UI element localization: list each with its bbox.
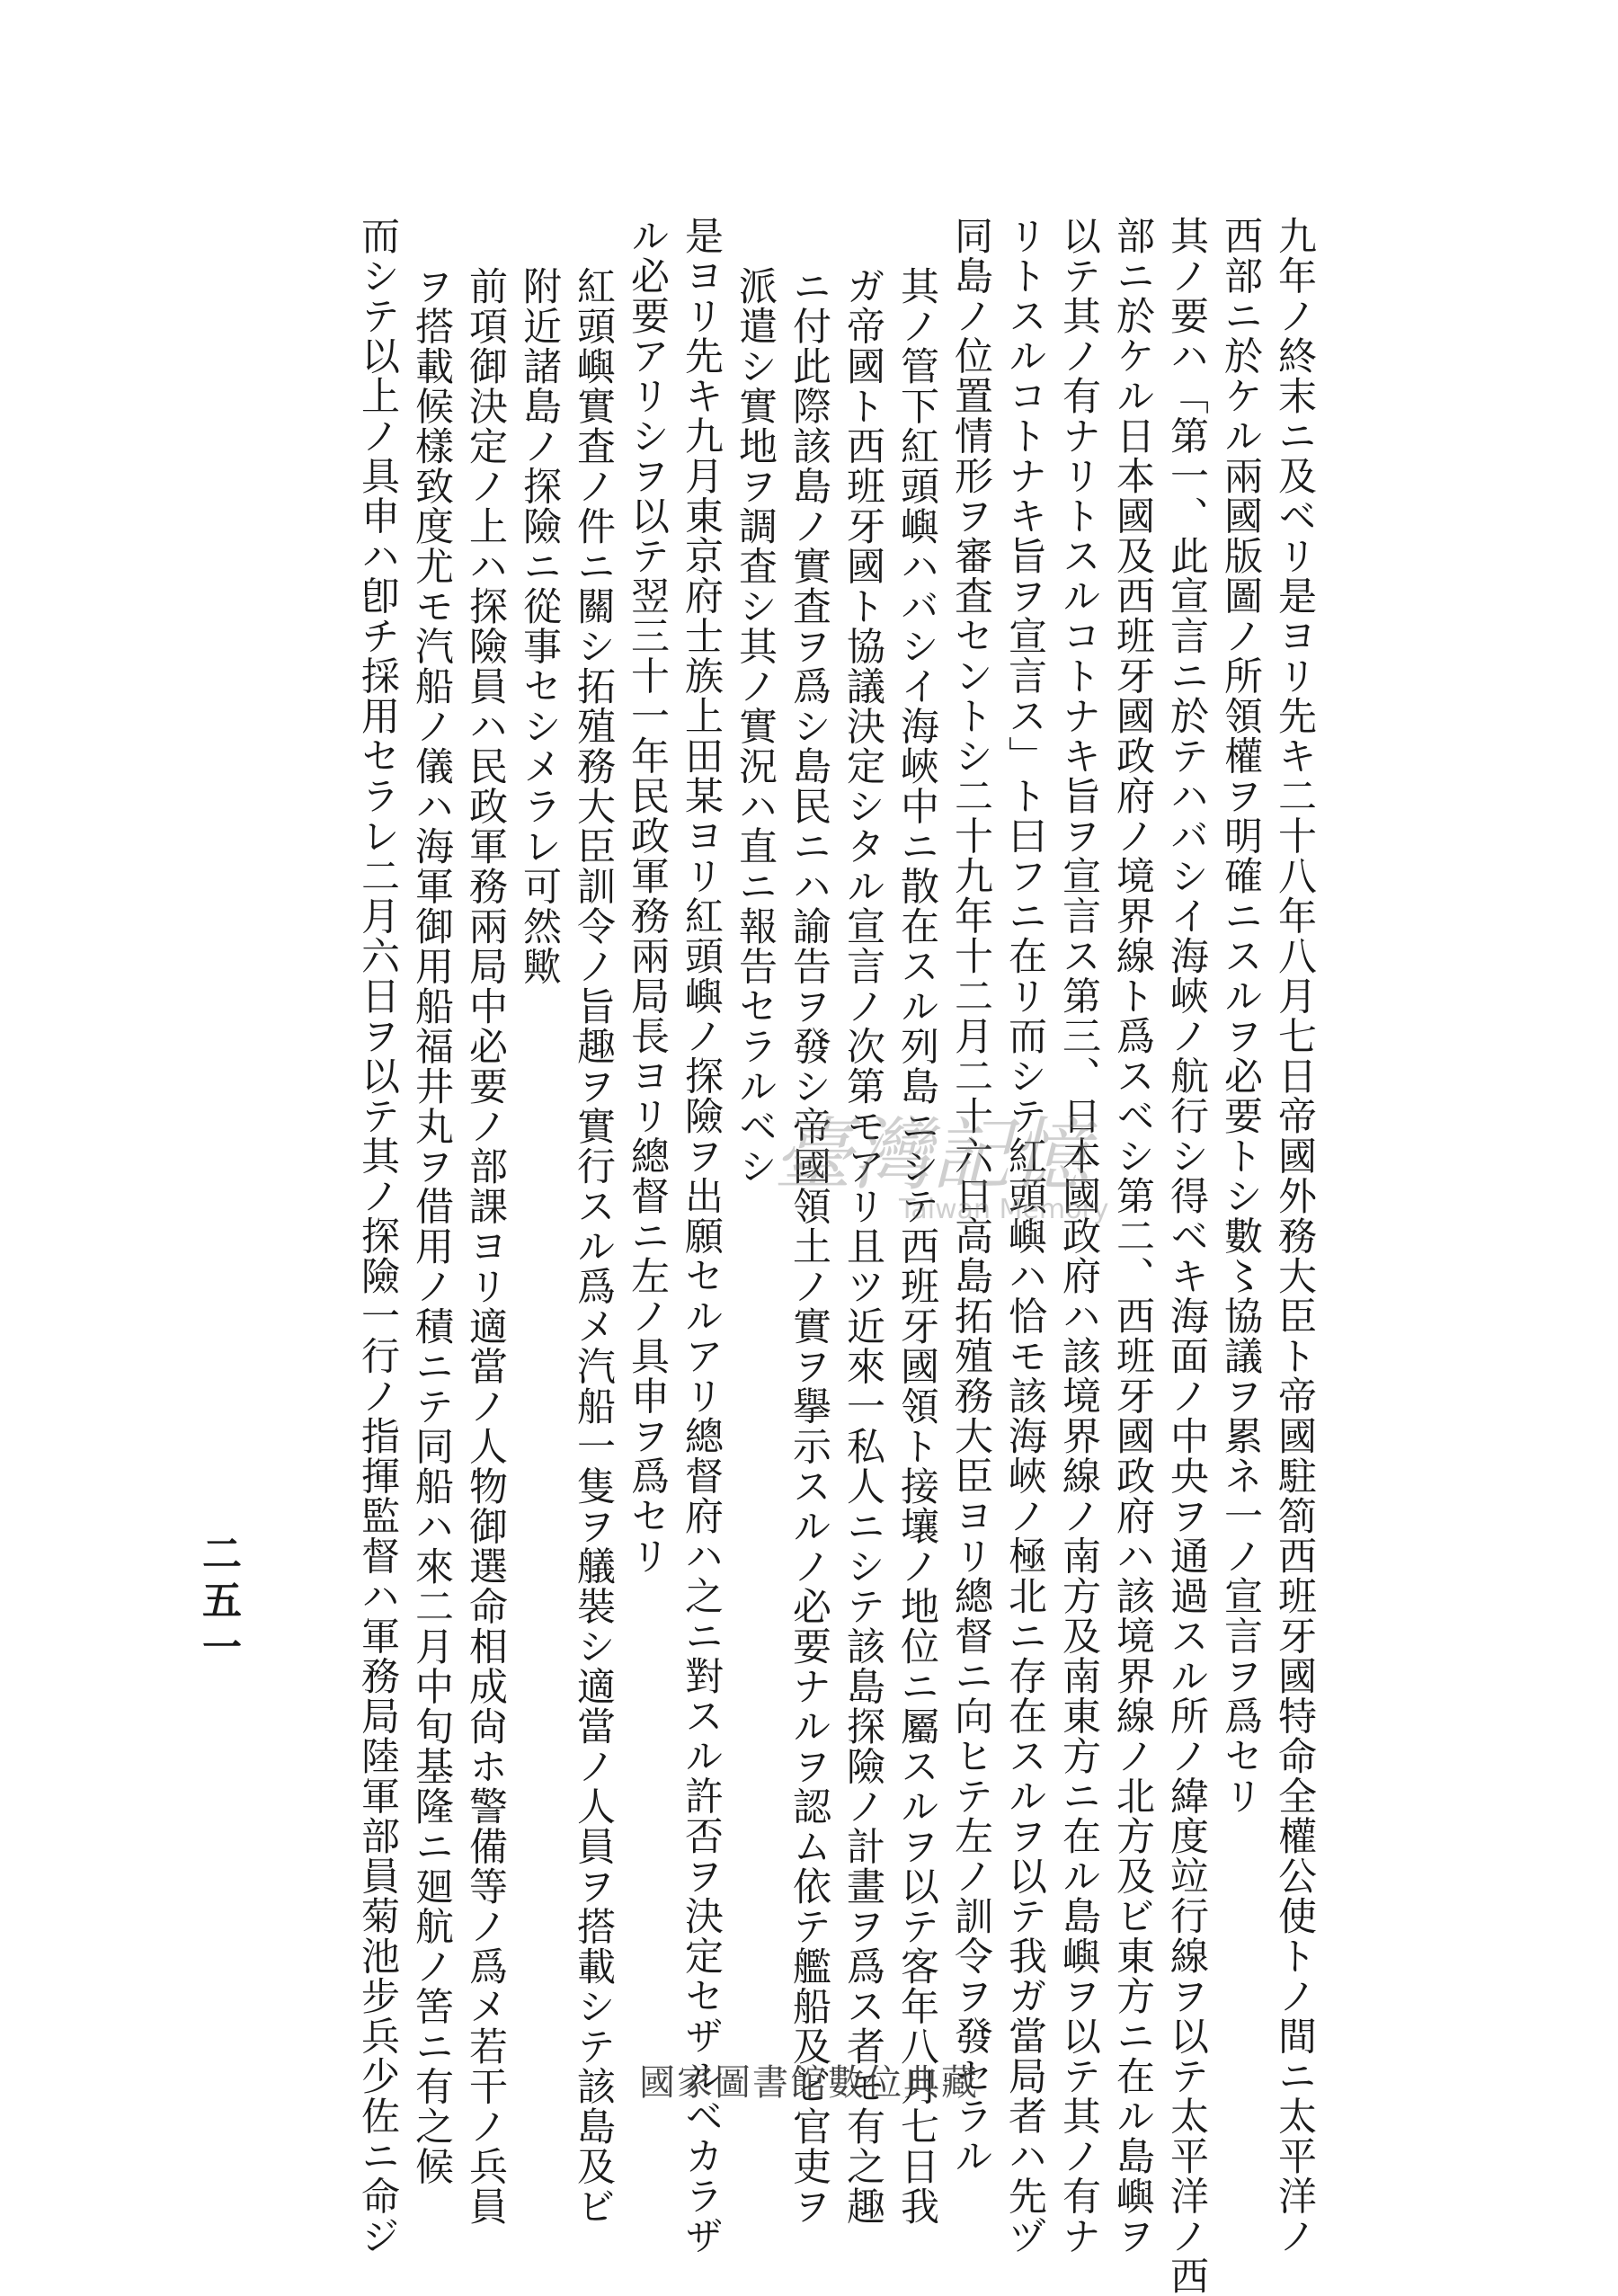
svg-text:Taiwan Memory: Taiwan Memory	[899, 1194, 1109, 1225]
page-number: 二五一	[195, 1533, 241, 1673]
text-line: 同島ノ位置情形ヲ審査セントシ二十九年十二月二十六日高島拓殖務大臣ヨリ總督ニ向ヒテ左ノ訓令ヲ發セラル	[948, 216, 993, 2176]
quoted-line: ガ帝國ト西班牙國ト協議決定シタル宣言ノ次第モアリ且ツ近來一私人ニシテ該島探險ノ計畫ヲ爲ス者モ有之趣	[840, 265, 885, 2227]
text-line: 部ニ於ケル日本國及西班牙國政府ノ境界線ト爲スベシ第二、西班牙國政府ハ該境界線ノ北方及ビ東方ニ在ル島嶼ヲ	[1110, 216, 1155, 2256]
text-line: ル必要アリシヲ以テ翌三十一年民政軍務兩局長ヨリ總督ニ左ノ具申ヲ爲セリ	[625, 216, 670, 1576]
quoted-line: 其ノ管下紅頭嶼ハバシイ海峽中ニ散在スル列島ニシテ西班牙國領ト接壤ノ地位ニ屬スルヲ以テ客年八月七日我	[894, 265, 939, 2227]
text-line: 以テ其ノ有ナリトスルコトナキ旨ヲ宣言ス第三、日本國政府ハ該境界線ノ南方及南東方ニ在ル島嶼ヲ以テ其ノ有ナ	[1056, 216, 1101, 2256]
library-stamp: 國家圖書館數位典藏	[639, 2062, 979, 2104]
text-line: 九年ノ終末ニ及ベリ是ヨリ先キ二十八年八月七日帝國外務大臣ト帝國駐箚西班牙國特命全權公使トノ間ニ太平洋ノ	[1272, 216, 1317, 2256]
text-line: 其ノ要ハ「第一、此宣言ニ於テハバシイ海峽ノ航行シ得ベキ海面ノ中央ヲ通過スル所ノ緯度竝行線ヲ以テ太平洋ノ西	[1164, 216, 1209, 2296]
text-line: リトスルコトナキ旨ヲ宣言ス」ト曰フニ在リ而シテ紅頭嶼ハ恰モ該海峽ノ極北ニ存在スルヲ以テ我ガ當局者ハ先ヅ	[1002, 216, 1047, 2256]
quoted-line: 派遣シ實地ヲ調査シ其ノ實況ハ直ニ報告セラルベシ	[733, 265, 778, 1187]
quoted-line: ニ付此際該島ノ實査ヲ爲シ島民ニハ諭告ヲ發シ帝國領土ノ實ヲ擧示スルノ必要ナルヲ認ム依テ艦船及ビ官吏ヲ	[787, 265, 831, 2227]
quoted-line: 紅頭嶼實査ノ件ニ關シ拓殖務大臣訓令ノ旨趣ヲ實行スル爲メ汽船一隻ヲ艤裝シ適當ノ人員ヲ搭載シテ該島及ビ	[571, 265, 616, 2227]
quoted-line: 前項御決定ノ上ハ探險員ハ民政軍務兩局中必要ノ部課ヨリ適當ノ人物御選命相成尙ホ警備等ノ爲メ若干ノ兵員	[463, 265, 508, 2227]
svg-text:臺灣記憶: 臺灣記憶	[773, 1108, 1090, 1201]
quoted-line: ヲ搭載候樣致度尤モ汽船ノ儀ハ海軍御用船福井丸ヲ借用ノ積ニテ同船ハ來二月中旬基隆ニ廻航ノ筈ニ有之候	[409, 265, 454, 2186]
text-line: 而シテ以上ノ具申ハ卽チ採用セラレ二月六日ヲ以テ其ノ探險一行ノ指揮監督ハ軍務局陸軍部員菊池步兵少佐ニ命ジ	[355, 216, 400, 2256]
text-line: 西部ニ於ケル兩國版圖ノ所領權ヲ明確ニスルヲ必要トシ數〻協議ヲ累ネ一ノ宣言ヲ爲セリ	[1218, 216, 1263, 1816]
quoted-line: 附近諸島ノ探險ニ從事セシメラレ可然歟	[517, 265, 562, 986]
text-line: 是ヨリ先キ九月東京府士族上田某ヨリ紅頭嶼ノ探險ヲ出願セルアリ總督府ハ之ニ對スル許否ヲ決定セザルベカラザ	[679, 216, 724, 2256]
